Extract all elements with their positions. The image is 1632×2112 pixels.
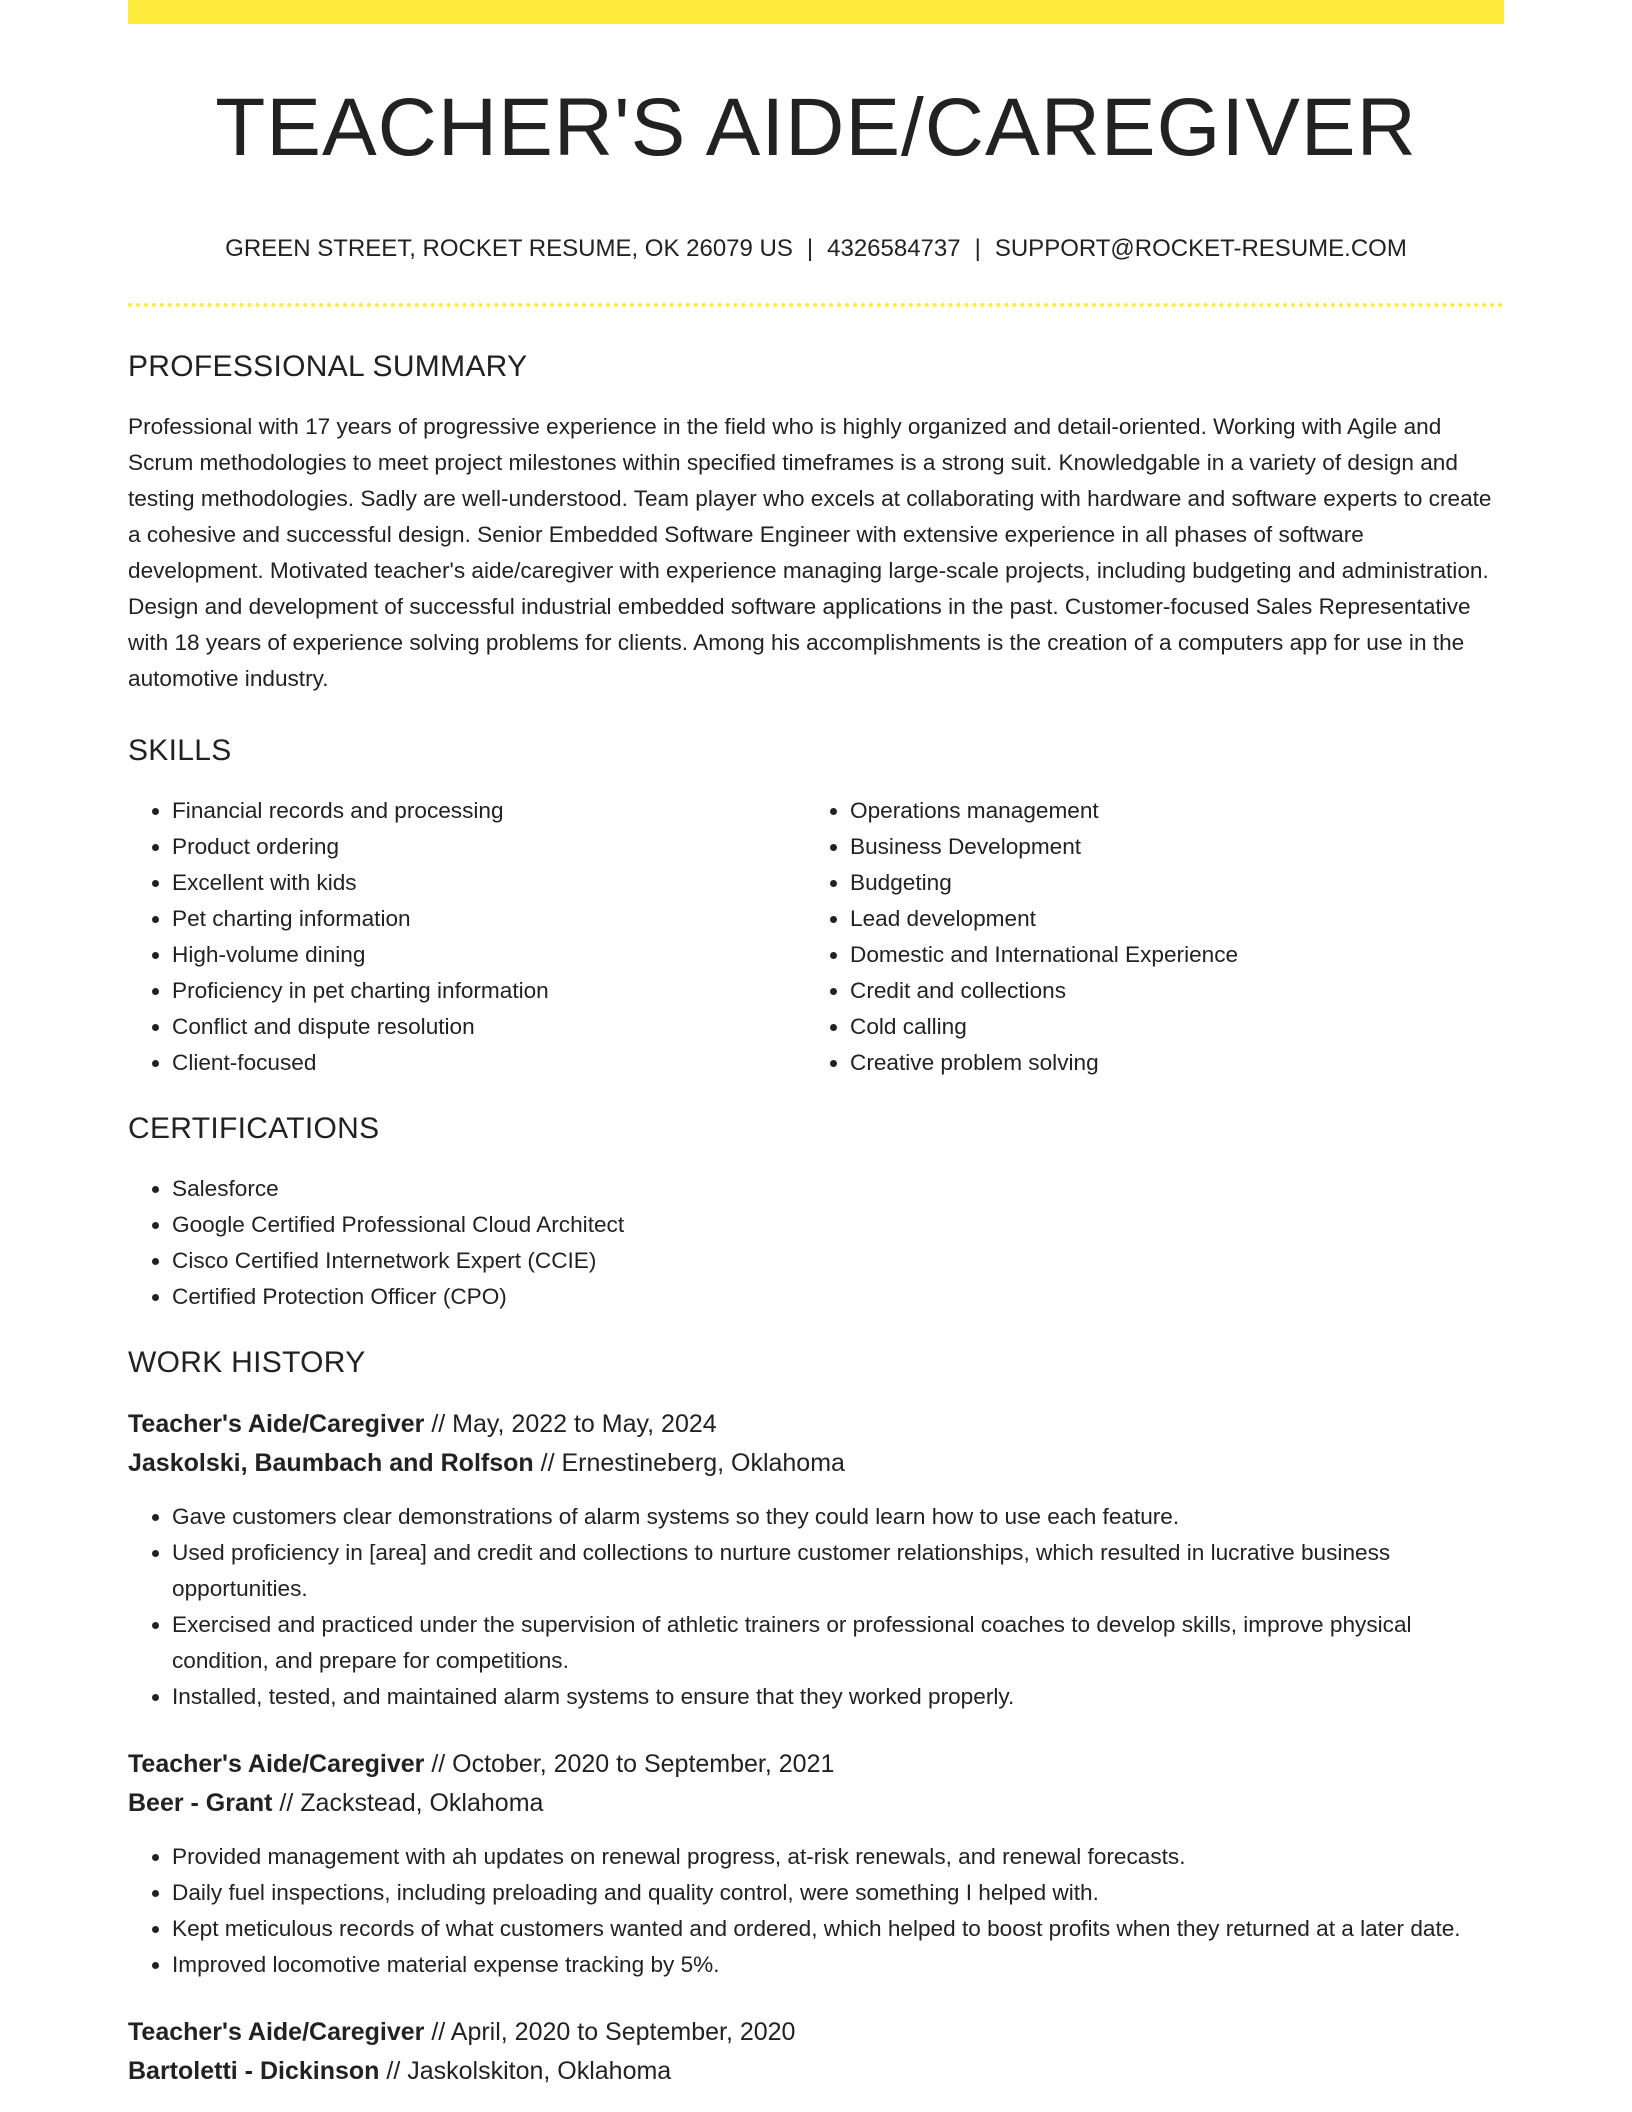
contact-separator: | xyxy=(974,235,981,262)
job-duty: • Daily fuel inspections, including preloading and quality control, were something I helped with. xyxy=(172,1875,1504,1911)
skill-item: • Credit and collections xyxy=(850,973,1484,1009)
skill-item: • Lead development xyxy=(850,901,1484,937)
job-duty: • Kept meticulous records of what customers wanted and ordered, which helped to boost profits when they returned at a later date. xyxy=(172,1911,1504,1947)
skill-item: • High-volume dining xyxy=(172,937,806,973)
job-title-line xyxy=(128,1745,1504,1784)
job-company-line xyxy=(128,1784,1504,1823)
contact-line xyxy=(128,234,1504,264)
skill-item: • Creative problem solving xyxy=(850,1045,1484,1081)
job-duties-list xyxy=(128,1499,1504,1715)
job-entry xyxy=(128,2013,1504,2091)
job-location: // Zackstead, Oklahoma xyxy=(272,1789,544,1817)
contact-address: GREEN STREET, ROCKET RESUME, OK 26079 US xyxy=(225,235,793,262)
certification-item: • Salesforce xyxy=(172,1171,1504,1207)
dotted-divider xyxy=(128,303,1504,307)
skill-item: • Conflict and dispute resolution xyxy=(172,1009,806,1045)
job-duties-list xyxy=(128,1839,1504,1983)
job-dates: // May, 2022 to May, 2024 xyxy=(424,1410,717,1438)
accent-top-bar xyxy=(128,0,1504,24)
job-title: Teacher's Aide/Caregiver xyxy=(128,1750,425,1778)
skill-item: • Domestic and International Experience xyxy=(850,937,1484,973)
job-duty: • Used proficiency in [area] and credit and collections to nurture customer relationships, which resulted in lucrative business opportunities. xyxy=(172,1535,1504,1607)
resume-title: TEACHER'S AIDE/CAREGIVER xyxy=(215,82,1417,173)
skills-list-left xyxy=(128,793,806,1081)
job-company-line xyxy=(128,1444,1504,1483)
contact-phone: 4326584737 xyxy=(827,235,961,262)
certification-item: • Cisco Certified Internetwork Expert (CCIE) xyxy=(172,1243,1504,1279)
job-company: Bartoletti - Dickinson xyxy=(128,2057,380,2085)
job-title: Teacher's Aide/Caregiver xyxy=(128,2018,425,2046)
job-title-line xyxy=(128,2013,1504,2052)
skills-list-right xyxy=(806,793,1484,1081)
job-location: // Jaskolskiton, Oklahoma xyxy=(379,2057,672,2085)
job-entry xyxy=(128,1405,1504,1715)
work-history-heading: WORK HISTORY xyxy=(128,1346,366,1379)
certification-item: • Certified Protection Officer (CPO) xyxy=(172,1279,1504,1315)
job-duty: • Improved locomotive material expense tracking by 5%. xyxy=(172,1947,1504,1983)
certification-item: • Google Certified Professional Cloud Architect xyxy=(172,1207,1504,1243)
skill-item: • Operations management xyxy=(850,793,1484,829)
skill-item: • Cold calling xyxy=(850,1009,1484,1045)
job-entry xyxy=(128,1745,1504,1983)
contact-email: SUPPORT@ROCKET-RESUME.COM xyxy=(994,235,1407,262)
skill-item: • Product ordering xyxy=(172,829,806,865)
resume-content xyxy=(128,24,1504,2091)
certifications-list xyxy=(128,1171,1504,1315)
skill-item: • Business Development xyxy=(850,829,1484,865)
job-company-line xyxy=(128,2052,1504,2091)
skill-item: • Financial records and processing xyxy=(172,793,806,829)
job-duty: • Installed, tested, and maintained alarm systems to ensure that they worked properly. xyxy=(172,1679,1504,1715)
skill-item: • Excellent with kids xyxy=(172,865,806,901)
skills-heading: SKILLS xyxy=(128,734,232,767)
skill-item: • Budgeting xyxy=(850,865,1484,901)
job-title: Teacher's Aide/Caregiver xyxy=(128,1410,425,1438)
skill-item: • Client-focused xyxy=(172,1045,806,1081)
skills-columns xyxy=(128,793,1504,1081)
skills-column-left xyxy=(128,793,806,1081)
job-company: Jaskolski, Baumbach and Rolfson xyxy=(128,1449,534,1477)
job-dates: // April, 2020 to September, 2020 xyxy=(424,2018,796,2046)
summary-text: Professional with 17 years of progressive experience in the field who is highly organized and detail-oriented. Working with Agile and Scrum methodologies to meet project milestones within specified timeframes is a strong suit. Knowledgable in a variety of design and testing methodologies. Sadly are well-understood. Team player who excels at collaborating with hardware and software experts to create a cohesive and successful design. Senior Embedded Software Engineer with extensive experience in all phases of software development. Motivated teacher's aide/caregiver with experience managing large-scale projects, including budgeting and administration. Design and development of successful industrial embedded software applications in the past. Customer-focused Sales Representative with 18 years of experience solving problems for clients. Among his accomplishments is the creation of a computers app for use in the automotive industry. xyxy=(128,414,1492,691)
job-duty: • Exercised and practiced under the supervision of athletic trainers or professional coaches to develop skills, improve physical condition, and prepare for competitions. xyxy=(172,1607,1504,1679)
certifications-heading: CERTIFICATIONS xyxy=(128,1112,380,1145)
job-dates: // October, 2020 to September, 2021 xyxy=(424,1750,835,1778)
job-company: Beer - Grant xyxy=(128,1789,273,1817)
skills-column-right xyxy=(806,793,1484,1081)
job-duty: • Provided management with ah updates on renewal progress, at-risk renewals, and renewal forecasts. xyxy=(172,1839,1504,1875)
job-title-line xyxy=(128,1405,1504,1444)
contact-separator: | xyxy=(806,235,814,262)
job-location: // Ernestineberg, Oklahoma xyxy=(533,1449,845,1477)
skill-item: • Proficiency in pet charting information xyxy=(172,973,806,1009)
job-duty: • Gave customers clear demonstrations of alarm systems so they could learn how to use each feature. xyxy=(172,1499,1504,1535)
summary-heading: PROFESSIONAL SUMMARY xyxy=(128,350,528,383)
skill-item: • Pet charting information xyxy=(172,901,806,937)
